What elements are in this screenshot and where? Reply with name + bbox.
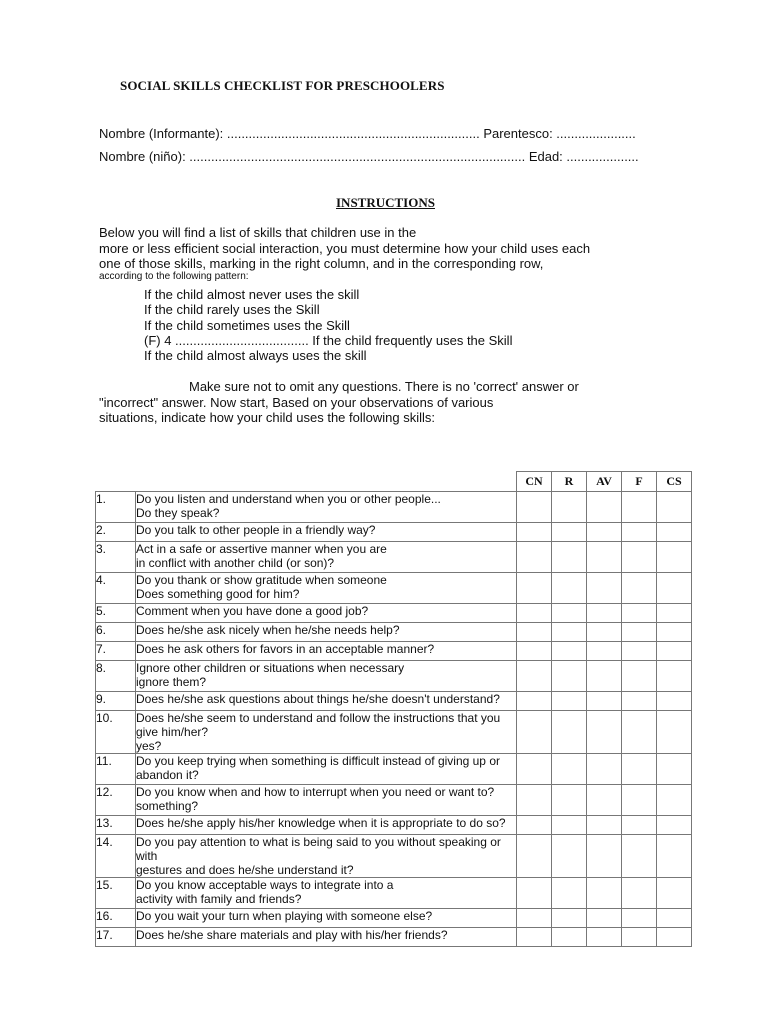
answer-cell-f[interactable] bbox=[622, 523, 657, 542]
row-number: 16. bbox=[96, 909, 136, 928]
table-row bbox=[96, 623, 692, 642]
skill-text-line: Do you keep trying when something is difficult instead of giving up or bbox=[136, 754, 500, 768]
skill-text-line: in conflict with another child (or son)? bbox=[136, 556, 335, 570]
answer-cell-f[interactable] bbox=[622, 604, 657, 623]
answer-cell-f[interactable] bbox=[622, 661, 657, 692]
pattern-item: If the child sometimes uses the Skill bbox=[144, 318, 350, 333]
skill-text-line: Do you know when and how to interrupt when you need or want to? bbox=[136, 785, 495, 799]
skill-text-line: Does he/she ask questions about things he/she doesn't understand? bbox=[136, 692, 500, 706]
table-row bbox=[96, 928, 692, 947]
row-number: 10. bbox=[96, 711, 136, 754]
table-row bbox=[96, 878, 692, 909]
answer-cell-cs[interactable] bbox=[657, 542, 692, 573]
skill-text bbox=[136, 661, 517, 692]
answer-cell-r[interactable] bbox=[552, 692, 587, 711]
answer-cell-r[interactable] bbox=[552, 785, 587, 816]
answer-cell-cn[interactable] bbox=[517, 642, 552, 661]
skill-text-line: Does he/she share materials and play with his/her friends? bbox=[136, 928, 448, 942]
answer-cell-cs[interactable] bbox=[657, 642, 692, 661]
intro-line-1: Below you will find a list of skills that children use in the bbox=[99, 225, 417, 240]
answer-cell-f[interactable] bbox=[622, 623, 657, 642]
answer-cell-f[interactable] bbox=[622, 816, 657, 835]
instructions-heading: INSTRUCTIONS bbox=[336, 195, 435, 210]
answer-cell-f[interactable] bbox=[622, 835, 657, 878]
pattern-item: If the child rarely uses the Skill bbox=[144, 302, 320, 317]
column-header-av: AV bbox=[587, 472, 622, 492]
table-row bbox=[96, 711, 692, 754]
answer-cell-av[interactable] bbox=[587, 711, 622, 754]
answer-cell-f[interactable] bbox=[622, 785, 657, 816]
answer-cell-f[interactable] bbox=[622, 878, 657, 909]
answer-cell-r[interactable] bbox=[552, 711, 587, 754]
skill-text bbox=[136, 835, 517, 878]
intro-line-3: one of those skills, marking in the right column, and in the corresponding row, bbox=[99, 256, 544, 271]
answer-cell-cs[interactable] bbox=[657, 523, 692, 542]
answer-cell-av[interactable] bbox=[587, 816, 622, 835]
skill-text bbox=[136, 785, 517, 816]
table-row bbox=[96, 785, 692, 816]
skill-text-line: Does he/she ask nicely when he/she needs help? bbox=[136, 623, 400, 637]
answer-cell-cn[interactable] bbox=[517, 623, 552, 642]
pattern-item: If the child almost never uses the skill bbox=[144, 287, 360, 302]
skill-text bbox=[136, 604, 517, 623]
skill-text bbox=[136, 909, 517, 928]
answer-cell-f[interactable] bbox=[622, 754, 657, 785]
answer-cell-f[interactable] bbox=[622, 928, 657, 947]
answer-cell-cn[interactable] bbox=[517, 785, 552, 816]
skill-text-line: Do you know acceptable ways to integrate into a bbox=[136, 878, 394, 892]
answer-cell-r[interactable] bbox=[552, 909, 587, 928]
answer-cell-r[interactable] bbox=[552, 816, 587, 835]
answer-cell-cs[interactable] bbox=[657, 878, 692, 909]
answer-cell-cn[interactable] bbox=[517, 692, 552, 711]
table-row bbox=[96, 523, 692, 542]
skill-text-line: ignore them? bbox=[136, 675, 207, 689]
skill-text-line: yes? bbox=[136, 739, 162, 753]
skill-text bbox=[136, 523, 517, 542]
answer-cell-av[interactable] bbox=[587, 835, 622, 878]
skill-text-line: Do they speak? bbox=[136, 506, 220, 520]
column-header-r: R bbox=[552, 472, 587, 492]
answer-cell-cs[interactable] bbox=[657, 785, 692, 816]
table-row bbox=[96, 835, 692, 878]
answer-cell-cs[interactable] bbox=[657, 492, 692, 523]
skill-text-line: Does he/she seem to understand and follow the instructions that you give him/her? bbox=[136, 711, 501, 739]
answer-cell-cs[interactable] bbox=[657, 661, 692, 692]
row-number: 9. bbox=[96, 692, 136, 711]
answer-cell-cn[interactable] bbox=[517, 835, 552, 878]
page-title: SOCIAL SKILLS CHECKLIST FOR PRESCHOOLERS bbox=[120, 78, 445, 93]
closing-line-2: "incorrect" answer. Now start, Based on your observations of various bbox=[99, 395, 494, 410]
table-row bbox=[96, 604, 692, 623]
answer-cell-cn[interactable] bbox=[517, 523, 552, 542]
skill-text bbox=[136, 878, 517, 909]
skill-text-line: Act in a safe or assertive manner when you are bbox=[136, 542, 387, 556]
answer-cell-f[interactable] bbox=[622, 909, 657, 928]
answer-cell-av[interactable] bbox=[587, 604, 622, 623]
row-number: 11. bbox=[96, 754, 136, 785]
skill-text bbox=[136, 573, 517, 604]
answer-cell-cs[interactable] bbox=[657, 573, 692, 604]
skill-text-line: Do you thank or show gratitude when someone bbox=[136, 573, 387, 587]
answer-cell-r[interactable] bbox=[552, 661, 587, 692]
skill-text bbox=[136, 642, 517, 661]
skill-text-line: gestures and does he/she understand it? bbox=[136, 863, 354, 877]
table-row bbox=[96, 661, 692, 692]
answer-cell-cn[interactable] bbox=[517, 754, 552, 785]
answer-cell-cn[interactable] bbox=[517, 816, 552, 835]
answer-cell-av[interactable] bbox=[587, 523, 622, 542]
column-header-cs: CS bbox=[657, 472, 692, 492]
answer-cell-r[interactable] bbox=[552, 835, 587, 878]
skill-text-line: Comment when you have done a good job? bbox=[136, 604, 369, 618]
row-number: 1. bbox=[96, 492, 136, 523]
skill-text bbox=[136, 623, 517, 642]
answer-cell-cs[interactable] bbox=[657, 816, 692, 835]
closing-line-3: situations, indicate how your child uses the following skills: bbox=[99, 410, 436, 425]
answer-cell-cs[interactable] bbox=[657, 623, 692, 642]
table-row bbox=[96, 492, 692, 523]
answer-cell-av[interactable] bbox=[587, 754, 622, 785]
answer-cell-cn[interactable] bbox=[517, 928, 552, 947]
answer-cell-av[interactable] bbox=[587, 573, 622, 604]
child-name-field[interactable]: Nombre (niño): ............................................................................................. Edad: .................... bbox=[99, 149, 639, 164]
answer-cell-av[interactable] bbox=[587, 492, 622, 523]
answer-cell-cs[interactable] bbox=[657, 835, 692, 878]
answer-cell-f[interactable] bbox=[622, 542, 657, 573]
row-number: 2. bbox=[96, 523, 136, 542]
table-row bbox=[96, 692, 692, 711]
table-header-row bbox=[96, 472, 692, 492]
answer-cell-cn[interactable] bbox=[517, 711, 552, 754]
skill-text-line: something? bbox=[136, 799, 199, 813]
table-row bbox=[96, 542, 692, 573]
row-number: 14. bbox=[96, 835, 136, 878]
row-number: 8. bbox=[96, 661, 136, 692]
answer-cell-av[interactable] bbox=[587, 909, 622, 928]
row-number: 13. bbox=[96, 816, 136, 835]
skill-text-line: Does he/she apply his/her knowledge when it is appropriate to do so? bbox=[136, 816, 506, 830]
answer-cell-f[interactable] bbox=[622, 573, 657, 604]
answer-cell-av[interactable] bbox=[587, 642, 622, 661]
answer-cell-f[interactable] bbox=[622, 642, 657, 661]
table-row bbox=[96, 573, 692, 604]
closing-line-1: Make sure not to omit any questions. There is no 'correct' answer or bbox=[189, 379, 579, 394]
table-row bbox=[96, 642, 692, 661]
row-number: 4. bbox=[96, 573, 136, 604]
answer-cell-cs[interactable] bbox=[657, 909, 692, 928]
pattern-item: (F) 4 ..................................... If the child frequently uses the Skill bbox=[144, 333, 513, 348]
answer-cell-cn[interactable] bbox=[517, 661, 552, 692]
skill-text-line: Does he ask others for favors in an acceptable manner? bbox=[136, 642, 435, 656]
skill-text-line: activity with family and friends? bbox=[136, 892, 302, 906]
answer-cell-r[interactable] bbox=[552, 878, 587, 909]
answer-cell-r[interactable] bbox=[552, 623, 587, 642]
answer-cell-av[interactable] bbox=[587, 623, 622, 642]
skill-text bbox=[136, 754, 517, 785]
answer-cell-cs[interactable] bbox=[657, 928, 692, 947]
skill-text bbox=[136, 492, 517, 523]
answer-cell-r[interactable] bbox=[552, 754, 587, 785]
column-header-f: F bbox=[622, 472, 657, 492]
skill-text-line: Do you talk to other people in a friendly way? bbox=[136, 523, 376, 537]
skill-text bbox=[136, 692, 517, 711]
row-number: 7. bbox=[96, 642, 136, 661]
answer-cell-r[interactable] bbox=[552, 928, 587, 947]
skill-text-line: Do you pay attention to what is being said to you without speaking or with bbox=[136, 835, 501, 863]
answer-cell-r[interactable] bbox=[552, 642, 587, 661]
answer-cell-cn[interactable] bbox=[517, 573, 552, 604]
row-number: 12. bbox=[96, 785, 136, 816]
answer-cell-av[interactable] bbox=[587, 692, 622, 711]
answer-cell-r[interactable] bbox=[552, 492, 587, 523]
answer-cell-cn[interactable] bbox=[517, 909, 552, 928]
table-row bbox=[96, 909, 692, 928]
answer-cell-f[interactable] bbox=[622, 492, 657, 523]
answer-cell-r[interactable] bbox=[552, 604, 587, 623]
skill-text-line: Does something good for him? bbox=[136, 587, 300, 601]
answer-cell-cs[interactable] bbox=[657, 692, 692, 711]
row-number: 3. bbox=[96, 542, 136, 573]
answer-cell-cn[interactable] bbox=[517, 604, 552, 623]
skill-text-line: Ignore other children or situations when necessary bbox=[136, 661, 405, 675]
row-number: 6. bbox=[96, 623, 136, 642]
answer-cell-cn[interactable] bbox=[517, 542, 552, 573]
row-number: 5. bbox=[96, 604, 136, 623]
row-number: 17. bbox=[96, 928, 136, 947]
intro-line-4: according to the following pattern: bbox=[99, 271, 249, 282]
column-header-cn: CN bbox=[517, 472, 552, 492]
answer-cell-cn[interactable] bbox=[517, 878, 552, 909]
skill-text bbox=[136, 711, 517, 754]
answer-cell-r[interactable] bbox=[552, 573, 587, 604]
answer-cell-cs[interactable] bbox=[657, 754, 692, 785]
intro-line-2: more or less efficient social interaction, you must determine how your child uses each bbox=[99, 241, 591, 256]
answer-cell-av[interactable] bbox=[587, 542, 622, 573]
skill-text bbox=[136, 928, 517, 947]
table-row bbox=[96, 754, 692, 785]
skills-table bbox=[95, 471, 692, 947]
answer-cell-cn[interactable] bbox=[517, 492, 552, 523]
answer-cell-f[interactable] bbox=[622, 692, 657, 711]
answer-cell-cs[interactable] bbox=[657, 604, 692, 623]
answer-cell-r[interactable] bbox=[552, 542, 587, 573]
informant-name-field[interactable]: Nombre (Informante): ...................................................................... Parentesco: ...................... bbox=[99, 126, 636, 141]
skill-text bbox=[136, 816, 517, 835]
answer-cell-av[interactable] bbox=[587, 928, 622, 947]
row-number: 15. bbox=[96, 878, 136, 909]
skill-text-line: abandon it? bbox=[136, 768, 199, 782]
answer-cell-av[interactable] bbox=[587, 661, 622, 692]
skill-text bbox=[136, 542, 517, 573]
skill-text-line: Do you listen and understand when you or other people... bbox=[136, 492, 441, 506]
answer-cell-cs[interactable] bbox=[657, 711, 692, 754]
table-row bbox=[96, 816, 692, 835]
answer-cell-av[interactable] bbox=[587, 878, 622, 909]
answer-cell-f[interactable] bbox=[622, 711, 657, 754]
skill-text-line: Do you wait your turn when playing with someone else? bbox=[136, 909, 433, 923]
answer-cell-av[interactable] bbox=[587, 785, 622, 816]
pattern-item: If the child almost always uses the skill bbox=[144, 348, 367, 363]
answer-cell-r[interactable] bbox=[552, 523, 587, 542]
